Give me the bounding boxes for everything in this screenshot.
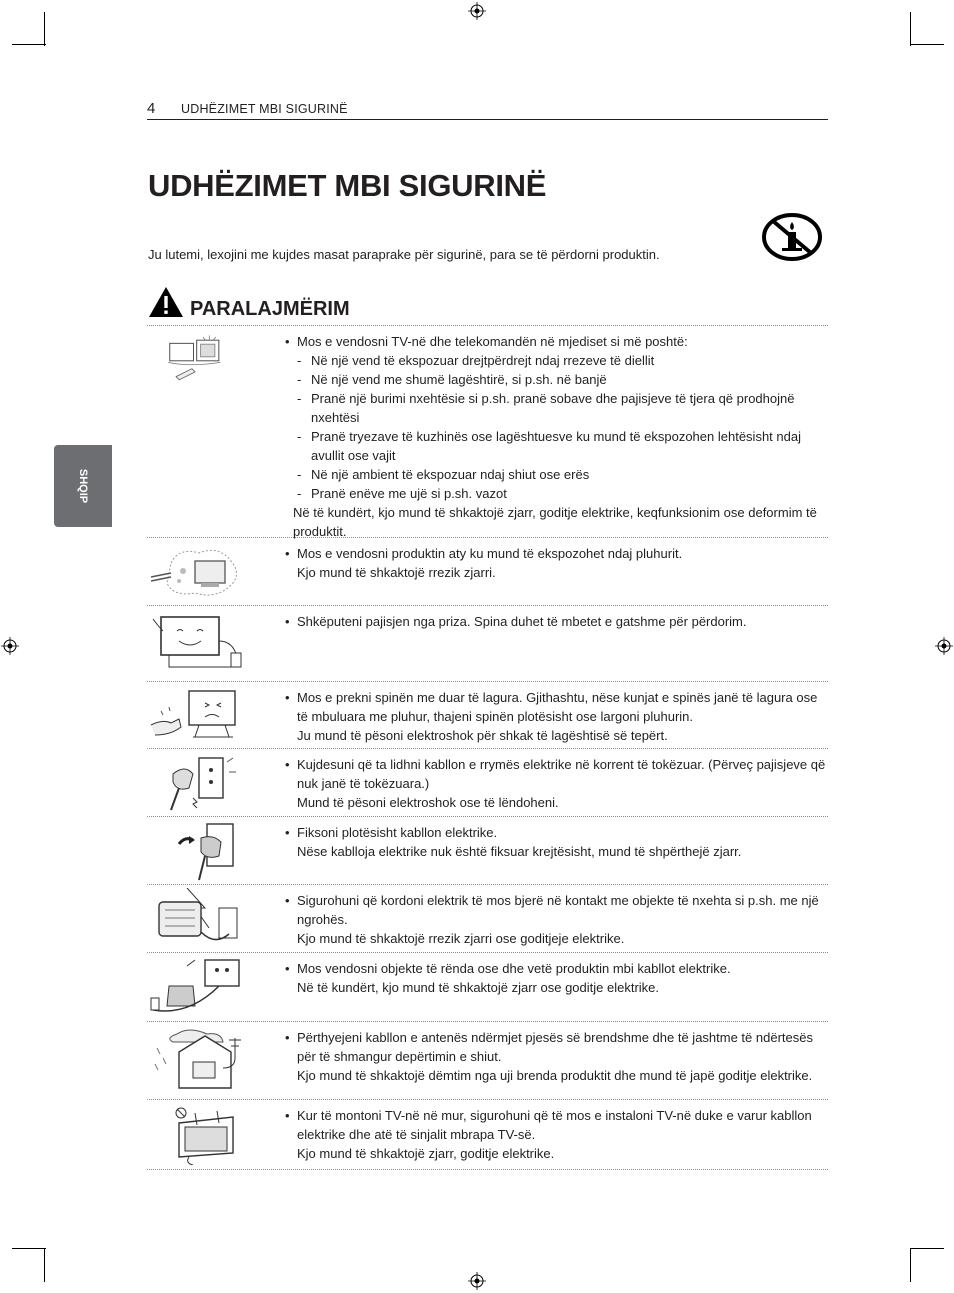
warning-row [147,605,828,682]
registration-mark-icon [468,2,486,20]
warning-row [147,681,828,749]
warning-row [147,816,828,885]
warning-subitem: - Pranë enëve me ujë si p.sh. vazot [285,484,830,503]
warning-row [147,325,828,538]
warning-item: • Mos e vendosni produktin aty ku mund të ekspozohet ndaj pluhurit. [285,544,830,563]
running-header: UDHËZIMET MBI SIGURINË [181,102,348,116]
warning-subitem: - Pranë tryezave të kuzhinës ose lagështuesve ku mund të ekspozohen lehtësisht ndaj avullit ose vajit [285,427,830,465]
tv-unplug-illustration-icon [149,609,245,675]
warning-subitem: - Pranë një burimi nxehtësie si p.sh. pranë sobave dhe pajisjeve të tjera që prodhojnë nxehtësi [285,389,830,427]
warning-item: • Mos e prekni spinën me duar të lagura. Gjithashtu, nëse kunjat e spinës janë të lagura ose të mbuluara me pluhur, thajeni spinën plotësisht ose largoni pluhurin. [285,688,830,726]
cord-heater-illustration-icon [149,888,245,950]
warning-subitem: - Në një vend me shumë lagështirë, si p.sh. në banjë [285,370,830,389]
antenna-cable-house-illustration-icon [149,1025,245,1093]
tv-dust-illustration-icon [149,541,245,603]
warning-subitem: - Në një vend të ekspozuar drejtpërdrejt ndaj rrezeve të diellit [285,351,830,370]
warning-item: • Përthyejeni kabllon e antenës ndërmjet pjesës së brendshme dhe të jashtme të ndërtesës për të shmangur depërtimin e shiut. [285,1028,830,1066]
crop-mark [910,1248,911,1282]
warning-consequence: Mund të pësoni elektroshok ose të lëndoheni. [297,795,559,810]
warning-item: • Mos e vendosni TV-në dhe telekomandën në mjediset si më poshtë: [285,332,830,351]
registration-mark-icon [1,637,19,655]
wet-hands-plug-illustration-icon [149,685,245,747]
warning-item: • Sigurohuni që kordoni elektrik të mos bjerë në kontakt me objekte të nxehta si p.sh. me një ngrohës. [285,891,830,929]
page-title: UDHËZIMET MBI SIGURINË [148,168,547,203]
warning-item: • Mos vendosni objekte të rënda ose dhe vetë produktin mbi kabllot elektrike. [285,959,830,978]
secure-plug-illustration-icon [149,820,245,882]
warning-heading: PARALAJMËRIM [190,298,350,320]
crop-mark [44,12,45,46]
language-tab-label: SHQIP [77,468,89,504]
crop-mark [12,1248,46,1249]
warning-row [147,1099,828,1170]
grounded-outlet-illustration-icon [149,752,245,814]
warning-consequence: Nëse kablloja elektrike nuk është fiksuar krejtësisht, mund të shpërthejë zjarr. [297,844,742,859]
warning-row [147,537,828,606]
no-candle-icon [762,212,822,262]
crop-mark [910,1248,944,1249]
page-number: 4 [147,100,156,117]
crop-mark [910,44,944,45]
heavy-object-on-cord-illustration-icon [149,956,245,1018]
crop-mark [44,1248,45,1282]
warning-triangle-icon [148,286,184,318]
warning-consequence: Kjo mund të shkaktojë zjarr, goditje elektrike. [297,1146,555,1161]
crop-mark [910,12,911,46]
warning-row [147,884,828,953]
intro-text: Ju lutemi, lexojini me kujdes masat paraprake për sigurinë, para se të përdorni produktin. [148,247,660,262]
warning-item: • Shkëputeni pajisjen nga priza. Spina duhet të mbetet e gatshme për përdorim. [285,612,830,631]
warning-consequence: Ju mund të pësoni elektroshok për shkak të lagështisë së tepërt. [297,728,668,743]
tv-in-bathroom-illustration-icon [165,329,241,391]
wall-mount-cable-illustration-icon [149,1103,245,1165]
registration-mark-icon [468,1272,486,1290]
warning-consequence: Kjo mund të shkaktojë dëmtim nga uji brenda produktit dhe mund të japë goditje elektrike. [297,1068,813,1083]
warning-row [147,952,828,1022]
warning-consequence: Kjo mund të shkaktojë rrezik zjarri ose goditjeje elektrike. [297,931,625,946]
warning-consequence: Në të kundërt, kjo mund të shkaktojë zjarr, goditje elektrike, keqfunksionim ose deformim të produktit. [293,505,817,539]
warning-item: • Fiksoni plotësisht kabllon elektrike. [285,823,830,842]
warning-row [147,748,828,817]
warning-row [147,1021,828,1100]
crop-mark [12,44,46,45]
warning-subitem: - Në një ambient të ekspozuar ndaj shiut ose erës [285,465,830,484]
warning-item: • Kur të montoni TV-në në mur, sigurohuni që të mos e instaloni TV-në duke e varur kabllon elektrike dhe atë të sinjalit mbrapa TV-së. [285,1106,830,1144]
warning-consequence: Kjo mund të shkaktojë rrezik zjarri. [297,565,496,580]
registration-mark-icon [935,637,953,655]
warning-consequence: Në të kundërt, kjo mund të shkaktojë zjarr ose goditje elektrike. [297,980,660,995]
header-rule [147,119,828,120]
language-tab [54,445,112,527]
warning-item: • Kujdesuni që ta lidhni kabllon e rrymës elektrike në korrent të tokëzuar. (Përveç pajisjeve që nuk janë të tokëzuara.) [285,755,830,793]
